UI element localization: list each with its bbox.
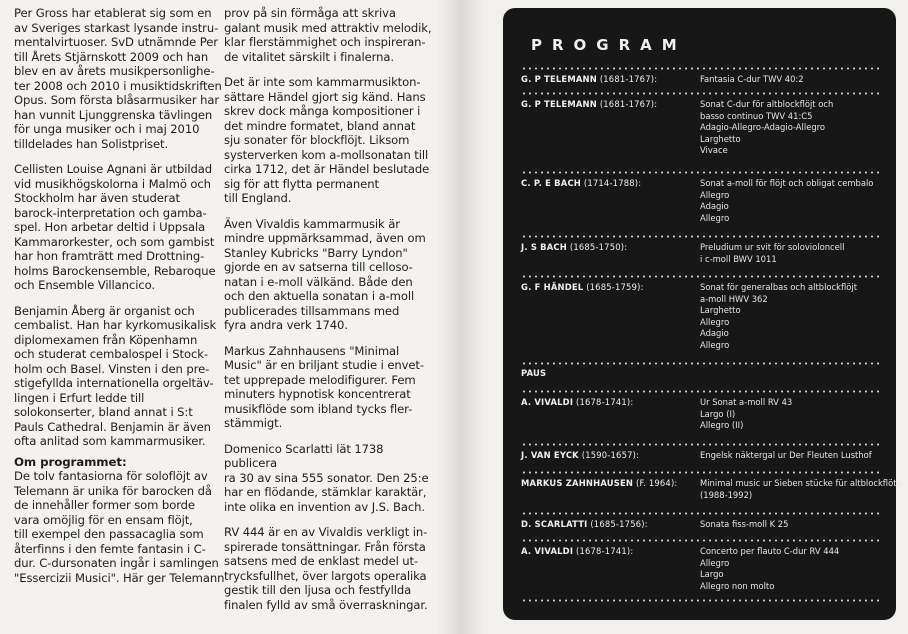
work-details [700,178,881,224]
composer-label: G. P TELEMANN [521,99,597,109]
work-line: (1988-1992) [700,489,753,500]
composer-label: G. P TELEMANN [521,74,597,84]
paragraph-om-programmet: De tolv fantasiorna för soloflöjt av Telemann är unika för barocken då de innehåller former som borde vara omöjlig för en ensam flöjt, till exempel den passacaglia som återfinns i den femte fantasin i C- dur. C-dursonaten ingår i samlingen "Essercizii Musici". Här ger Telemann [14,469,225,585]
work-line: Sonat a-moll för flöjt och obligat cembalo [700,178,874,188]
dotted-divider [521,599,881,602]
text-column-2 [224,6,438,623]
work-line: Larghetto [700,133,741,144]
dotted-divider [521,512,881,515]
work-line: basso continuo TWV 41:C5 [700,110,813,121]
composer-label: G. F HÄNDEL [521,282,584,292]
composer-name [521,178,696,190]
composer-label: MARKUS ZAHNHAUSEN [521,478,634,488]
work-line: Allegro (II) [700,420,744,431]
composer-label: A. VIVALDI [521,546,574,556]
composer-name [521,282,696,294]
composer-name [521,99,696,111]
composer-label: D. SCARLATTI [521,519,588,529]
dotted-divider [521,92,881,95]
work-details [700,519,881,531]
composer-name [521,74,696,86]
paragraph-per-gross: Per Gross har etablerat sig som en av Sveriges starkast lysande instru- mentalvirtuoser. SvD utnämnde Per till Årets Stjärnskott 2009 och han blev en av årets musikpersonlighe- ter 2008 och 2010 i musiktidskriften Opus. Som första blåsarmusiker har han vunnit Ljunggrenska tävlingen för unga musiker och i maj 2010 tilldelades han Solistpriset. [14,6,222,151]
composer-dates: (1681-1767): [596,74,658,84]
work-line: Allegro [700,189,730,200]
composer-label: J. VAN EYCK [521,450,579,460]
composer-dates: (1681-1767): [596,99,658,109]
work-details [700,478,902,501]
work-line: Fantasia C-dur TWV 40:2 [700,74,804,84]
work-line: Sonat för generalbas och altblockflöjt [700,282,857,292]
dotted-divider [521,443,881,446]
work-details [700,99,881,157]
work-line: Vivace [700,145,728,156]
composer-dates: (F. 1964): [633,478,678,488]
work-line: Ur Sonat a-moll RV 43 [700,397,793,407]
work-line: Allegro non molto [700,580,775,591]
dotted-divider [521,390,881,393]
composer-dates: (1685-1750): [566,242,628,252]
work-line: Engelsk näktergal ur Der Fleuten Lusthof [700,450,872,460]
composer-name [521,450,696,462]
composer-name [521,368,696,380]
work-line: Adagio-Allegro-Adagio-Allegro [700,122,826,133]
work-line: Sonat C-dur för altblockflöjt och [700,99,834,109]
work-line: Allegro [700,557,730,568]
work-line: Largo (I) [700,408,736,419]
composer-name [521,546,696,558]
page-fold-shadow [436,0,482,634]
work-line: Allegro [700,316,730,327]
dotted-divider [521,362,881,365]
work-line: Largo [700,569,724,580]
work-details [700,450,881,462]
work-line: Larghetto [700,305,741,316]
composer-dates: (1714-1788): [581,178,642,188]
work-line: Sonata fiss-moll K 25 [700,519,789,529]
work-details [700,282,881,352]
dotted-divider [521,471,881,474]
composer-name [521,519,696,531]
work-details [700,242,881,265]
work-line: Allegro [700,212,730,223]
work-line: Preludium ur svit för solovioloncell [700,242,845,252]
composer-label: A. VIVALDI [521,397,574,407]
composer-name [521,397,696,409]
paragraph-scarlatti: Domenico Scarlatti lät 1738 publicera ra 30 av sina 555 sonator. Den 25:e har en flödande, stämklar karaktär, inte olika en invention av J.S. Bach. [224,441,429,514]
composer-label: PAUS [521,368,547,378]
work-line: i c-moll BWV 1011 [700,253,777,264]
work-line: a-moll HWV 362 [700,293,768,304]
dotted-divider [521,275,881,278]
program-panel [503,8,902,620]
composer-dates: (1590-1657): [578,450,640,460]
dotted-divider [521,171,881,174]
program-title: PROGRAM [531,36,687,54]
paragraph-rv444: RV 444 är en av Vivaldis verkligt in- spirerade tonsättningar. Från första satsens med de enklast medel ut- trycksfullhet, över largots operalika gestik till den ljusa och festfyllda finalen fylld av små överraskningar. [224,525,428,612]
composer-dates: (1678-1741): [573,397,634,407]
work-details [700,74,881,86]
work-line: Adagio [700,328,729,339]
paragraph-vivaldi: Även Vivaldis kammarmusik är mindre uppmärksammad, även om Stanley Kubricks "Barry Lyndon" gjorde en av satserna till celloso- natan i e-moll välkänd. Både den och den aktuella sonatan i a-moll publicerades tillsammans med fyra andra verk 1740. [224,216,426,332]
paragraph-telemann-cont: prov på sin förmåga att skriva galant musik med attraktiv melodik, klar flerstämmighet och inspireran- de vitalitet särskilt i finalerna. [224,6,432,64]
composer-dates: (1685-1756): [587,519,648,529]
work-details [700,397,881,432]
work-line: Minimal music ur Sieben stücke für altblockflöte [700,478,902,488]
dotted-divider [521,67,881,70]
dotted-divider [521,539,881,542]
composer-label: J. S BACH [521,242,567,252]
paragraph-louise-agnani: Cellisten Louise Agnani är utbildad vid musikhögskolorna i Malmö och Stockholm har även studerat barock-interpretation och gamba- spel. Hon arbetar deltid i Uppsala Kammarorkester, och som gambist har hon framträtt med Drottning- holms Barockensemble, Rebaroque och Ensemble Villancico. [14,162,216,292]
composer-label: C. P. E BACH [521,178,581,188]
work-line: Allegro [700,339,730,350]
paragraph-benjamin-aberg: Benjamin Åberg är organist och cembalist. Han har kyrkomusikalisk diplomexamen från Köpenhamn och studerat cembalospel i Stock- holm och Basel. Vinsten i den pre- stigefyllda internationella orgeltäv- lingen i Erfurt ledde till solokonserter, bland annat i S:t Pauls Cathedral. Benjamin är även ofta anlitad som kammarmusiker. [14,303,217,448]
composer-name [521,478,696,490]
work-line: Adagio [700,201,729,212]
work-details [700,546,881,592]
work-line: Concerto per flauto C-dur RV 444 [700,546,840,556]
composer-dates: (1685-1759): [583,282,644,292]
paragraph-handel: Det är inte som kammarmusikton- sättare Händel gjort sig känd. Hans skrev dock många kompositioner i det mindre formatet, bland annat sju sonater för blockflöjt. Liksom systerverken kom a-mollsonatan till cirka 1712, det är Händel beslutade sig för att flytta permanent till England. [224,75,430,205]
dotted-divider [521,235,881,238]
composer-dates: (1678-1741): [573,546,634,556]
composer-name [521,242,696,254]
paragraph-zahnhausen: Markus Zahnhausens "Minimal Music" är en briljant studie i envet- tet upprepade melodifigurer. Fem minuters hypnotisk koncentrerat musikflöde som ibland tycks fler- stämmigt. [224,343,424,430]
section-heading: Om programmet: [14,454,127,469]
text-column-1 [14,6,232,596]
